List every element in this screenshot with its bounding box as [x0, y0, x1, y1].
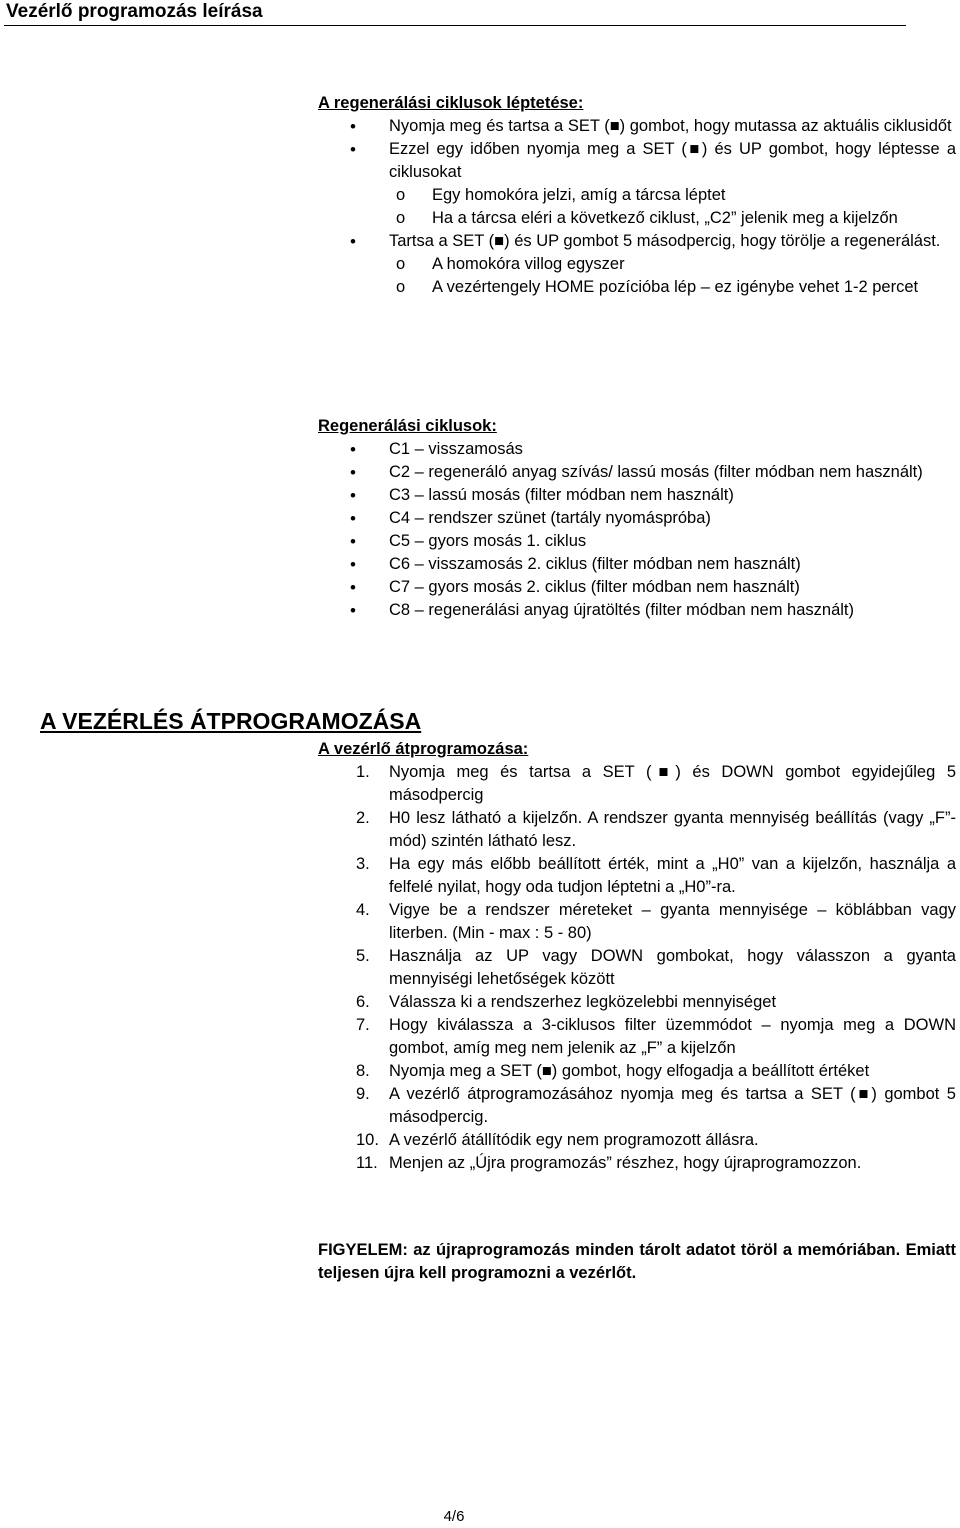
step-number: 5. [356, 947, 370, 965]
step-text: Nyomja meg a SET (■) gombot, hogy elfogadja a beállított értéket [389, 1062, 870, 1080]
step-text: Menjen az „Újra programozás” részhez, hogy újraprogramozzon. [389, 1154, 862, 1172]
cycle-item: • C4 – rendszer szünet (tartály nyomáspróba) [318, 507, 956, 530]
step-item [318, 1083, 956, 1129]
list-item: • Ezzel egy időben nyomja meg a SET (■) és UP gombot, hogy léptesse a ciklusokat [318, 138, 956, 184]
cycle-item: • C3 – lassú mosás (filter módban nem használt) [318, 484, 956, 507]
cycle-item: • C1 – visszamosás [318, 438, 956, 461]
step-item [318, 807, 956, 853]
step-item [318, 899, 956, 945]
sub-list-item: o Egy homokóra jelzi, amíg a tárcsa léptet [318, 184, 956, 207]
sub-list-container [318, 253, 956, 299]
section-heading: A vezérlő átprogramozása: [318, 740, 529, 758]
warning-block [318, 1239, 956, 1285]
step-item [318, 1014, 956, 1060]
step-item [318, 853, 956, 899]
section-reprogramming [318, 738, 956, 1175]
step-text: Válassza ki a rendszerhez legközelebbi mennyiséget [389, 993, 777, 1011]
section-regeneration-stepping [318, 92, 956, 299]
step-item [318, 945, 956, 991]
step-number: 10. [356, 1131, 379, 1149]
step-text: Használja az UP vagy DOWN gombokat, hogy válasszon a gyanta mennyiségi lehetőségek között [389, 947, 956, 988]
step-text: A vezérlő átprogramozásához nyomja meg és tartsa a SET (■) gombot 5 másodpercig. [389, 1085, 956, 1126]
step-number: 9. [356, 1085, 370, 1103]
cycle-item: • C2 – regeneráló anyag szívás/ lassú mosás (filter módban nem használt) [318, 461, 956, 484]
sub-list-item: o Ha a tárcsa eléri a következő ciklust, „C2” jelenik meg a kijelzőn [318, 207, 956, 230]
step-text: Nyomja meg és tartsa a SET (■) és DOWN gombot egyidejűleg 5 másodpercig [389, 763, 956, 804]
warning-text: FIGYELEM: az újraprogramozás minden tárolt adatot töröl a memóriában. Emiatt teljesen újra kell programozni a vezérlőt. [318, 1241, 956, 1282]
step-text: Hogy kiválassza a 3-ciklusos filter üzemmódot – nyomja meg a DOWN gombot, amíg meg nem jelenik az „F” a kijelzőn [389, 1016, 956, 1057]
step-text: A vezérlő átállítódik egy nem programozott állásra. [389, 1131, 759, 1149]
sub-list-container [318, 184, 956, 230]
bullet-list [318, 115, 956, 299]
sub-list [318, 253, 956, 299]
step-text: H0 lesz látható a kijelzőn. A rendszer gyanta mennyiség beállítás (vagy „F”-mód) szintén látható lesz. [389, 809, 956, 850]
step-item [318, 991, 956, 1014]
cycle-item: • C8 – regenerálási anyag újratöltés (filter módban nem használt) [318, 599, 956, 622]
step-item [318, 1060, 956, 1083]
step-item [318, 1129, 956, 1152]
section-regeneration-cycles [318, 415, 956, 622]
list-item: • Nyomja meg és tartsa a SET (■) gombot, hogy mutassa az aktuális ciklusidőt [318, 115, 956, 138]
page-number: 4/6 [443, 1508, 465, 1525]
step-text: Ha egy más előbb beállított érték, mint a „H0” van a kijelzőn, használja a felfelé nyilat, hogy oda tudjon léptetni a „H0”-ra. [389, 855, 956, 896]
section-heading: Regenerálási ciklusok: [318, 417, 497, 435]
step-number: 1. [356, 763, 370, 781]
list-item: • Tartsa a SET (■) és UP gombot 5 másodpercig, hogy törölje a regenerálást. [318, 230, 956, 253]
sub-list-item: o A homokóra villog egyszer [318, 253, 956, 276]
sub-list-item: o A vezértengely HOME pozícióba lép – ez igénybe vehet 1-2 percet [318, 276, 956, 299]
cycle-list [318, 438, 956, 622]
step-number: 11. [356, 1154, 378, 1172]
step-number: 6. [356, 993, 370, 1011]
step-number: 4. [356, 901, 370, 919]
step-item [318, 761, 956, 807]
step-number: 3. [356, 855, 370, 873]
step-number: 7. [356, 1016, 370, 1034]
section-heading: A regenerálási ciklusok léptetése: [318, 94, 584, 112]
steps-list [318, 761, 956, 1175]
step-number: 2. [356, 809, 370, 827]
cycle-item: • C6 – visszamosás 2. ciklus (filter módban nem használt) [318, 553, 956, 576]
step-text: Vigye be a rendszer méreteket – gyanta mennyisége – köblábban vagy literben. (Min - max : 5 - 80) [389, 901, 956, 942]
step-number: 8. [356, 1062, 370, 1080]
header-divider [4, 25, 906, 26]
cycle-item: • C5 – gyors mosás 1. ciklus [318, 530, 956, 553]
step-item [318, 1152, 956, 1175]
reprogramming-title: A VEZÉRLÉS ÁTPROGRAMOZÁSA [40, 708, 422, 734]
document-title: Vezérlő programozás leírása [6, 1, 263, 22]
cycle-item: • C7 – gyors mosás 2. ciklus (filter módban nem használt) [318, 576, 956, 599]
sub-list [318, 184, 956, 230]
